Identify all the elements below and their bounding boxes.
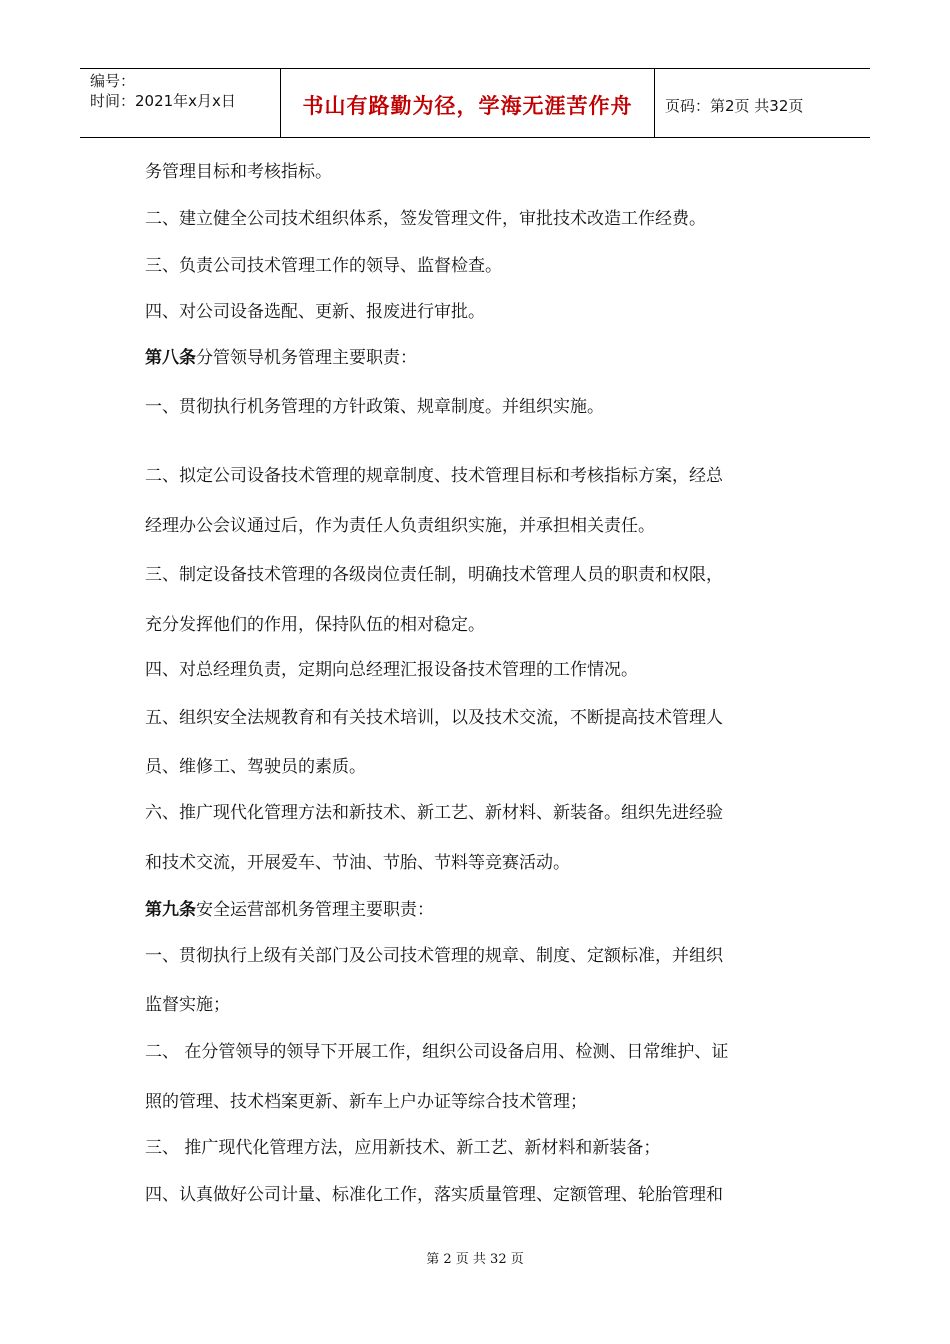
body-line: 一、贯彻执行机务管理的方针政策、规章制度。并组织实施。 [145,397,604,417]
document-date: 时间：2021年x月x日 [90,92,236,110]
article-8-title: 第八条 [145,348,196,368]
body-line: 三、负责公司技术管理工作的领导、监督检查。 [145,256,502,276]
header-page-cell [655,71,870,139]
body-line: 二、拟定公司设备技术管理的规章制度、技术管理目标和考核指标方案，经总 [145,466,723,486]
article-9-title: 第九条 [145,900,196,920]
page-footer: 第 2 页 共 32 页 [426,1252,524,1267]
body-line: 和技术交流，开展爱车、节油、节胎、节料等竞赛活动。 [145,853,570,873]
body-line: 经理办公会议通过后，作为责任人负责组织实施，并承担相关责任。 [145,516,655,536]
body-line: 六、推广现代化管理方法和新技术、新工艺、新材料、新装备。组织先进经验 [145,803,723,823]
body-line: 充分发挥他们的作用，保持队伍的相对稳定。 [145,615,485,635]
header-motto: 书山有路勤为径，学海无涯苦作舟 [302,94,633,118]
body-line: 三、制定设备技术管理的各级岗位责任制，明确技术管理人员的职责和权限， [145,565,723,585]
body-line: 务管理目标和考核指标。 [145,162,332,182]
body-line: 四、对公司设备选配、更新、报废进行审批。 [145,302,485,322]
header-page-info: 页码：第2页 共32页 [665,96,804,115]
body-line: 三、 推广现代化管理方法，应用新技术、新工艺、新材料和新装备； [145,1138,661,1158]
article-9-text: 安全运营部机务管理主要职责： [196,900,434,920]
header-meta-cell [80,69,281,137]
page-header [80,68,870,138]
body-line: 照的管理、技术档案更新、新车上户办证等综合技术管理； [145,1092,587,1112]
document-number-label: 编号： [90,72,136,90]
article-8-text: 分管领导机务管理主要职责： [196,348,417,368]
body-line: 四、对总经理负责，定期向总经理汇报设备技术管理的工作情况。 [145,660,638,680]
body-line: 员、维修工、驾驶员的素质。 [145,757,366,777]
header-motto-cell [281,69,655,137]
body-line: 四、认真做好公司计量、标准化工作，落实质量管理、定额管理、轮胎管理和 [145,1185,723,1205]
article-8-heading [145,346,417,370]
body-line: 五、组织安全法规教育和有关技术培训，以及技术交流，不断提高技术管理人 [145,708,723,728]
body-line: 二、建立健全公司技术组织体系，签发管理文件，审批技术改造工作经费。 [145,209,706,229]
body-line: 监督实施； [145,995,230,1015]
article-9-heading [145,898,434,922]
body-line: 二、 在分管领导的领导下开展工作，组织公司设备启用、检测、日常维护、证 [145,1042,729,1062]
body-line: 一、贯彻执行上级有关部门及公司技术管理的规章、制度、定额标准，并组织 [145,946,723,966]
